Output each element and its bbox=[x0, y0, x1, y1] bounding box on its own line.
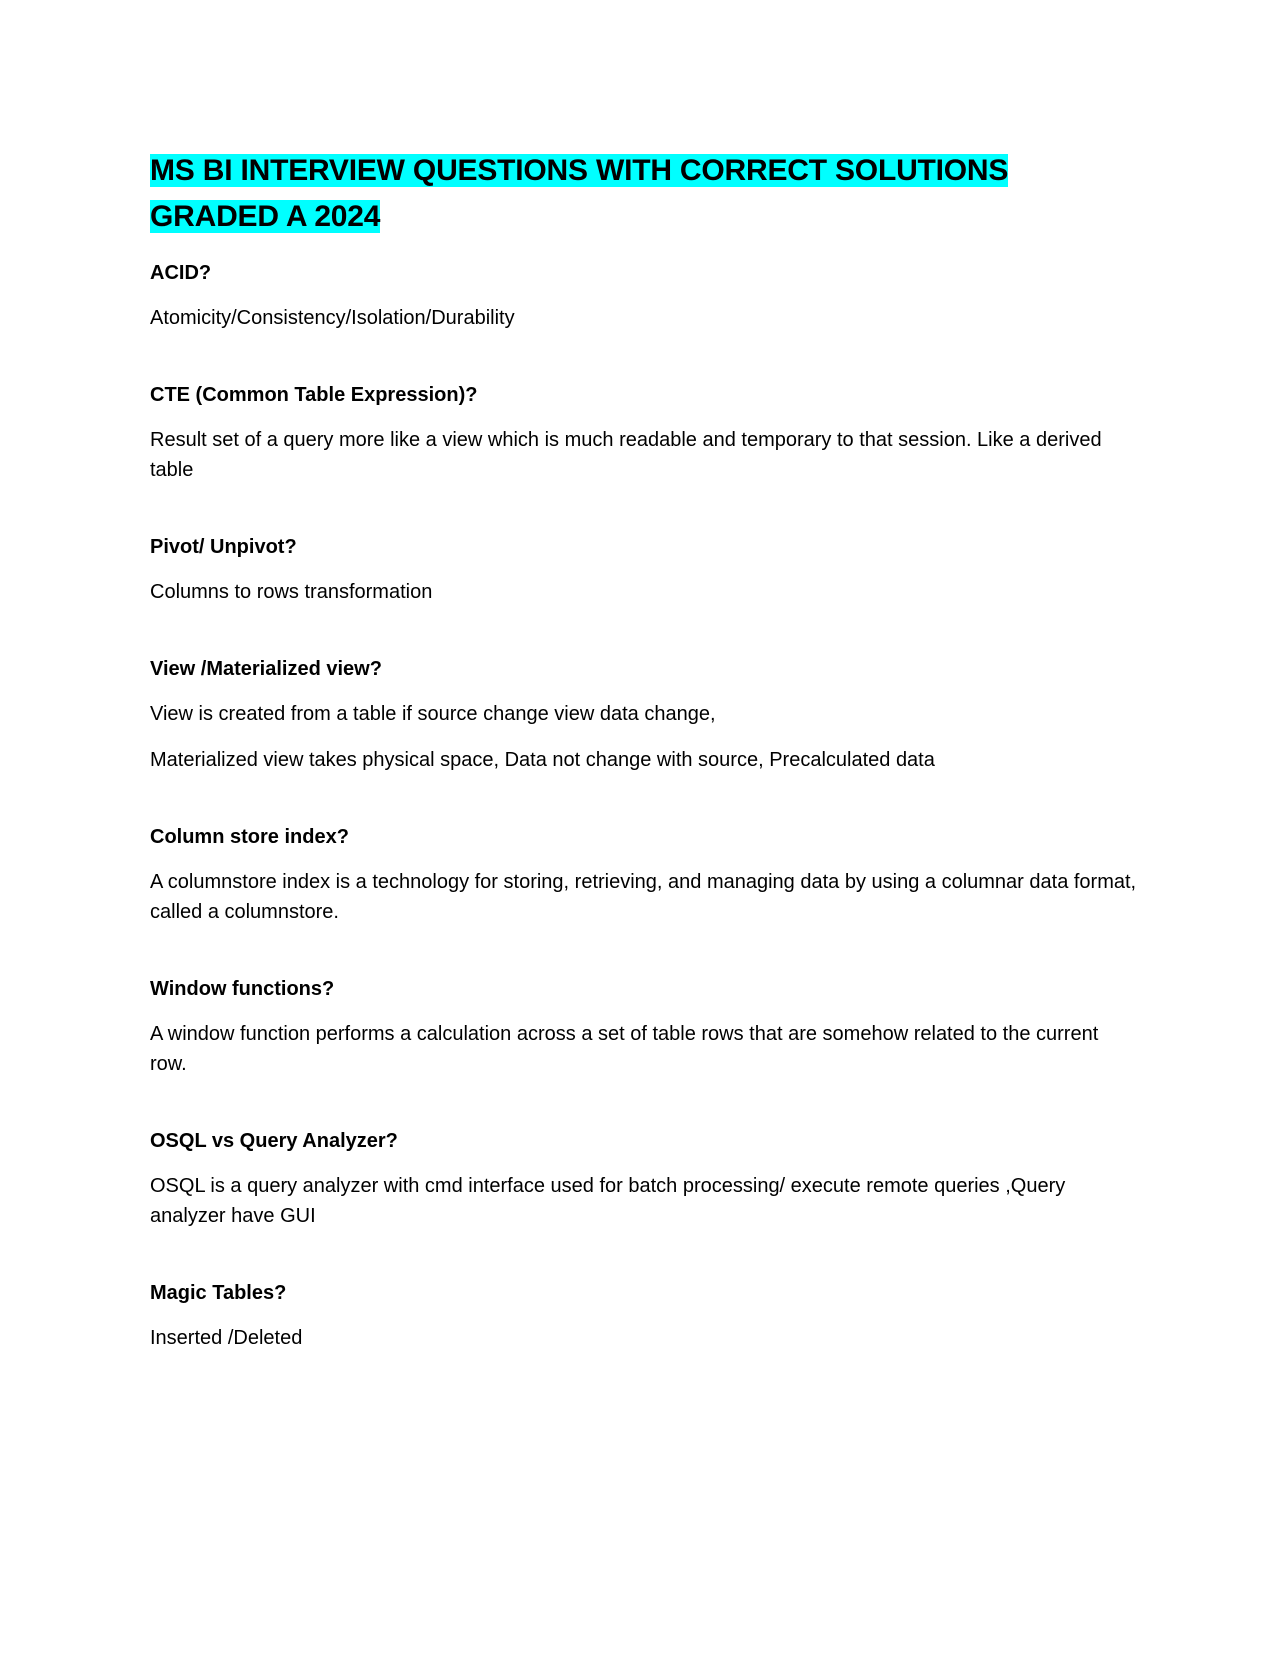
question-heading: View /Materialized view? bbox=[150, 658, 382, 680]
question-heading: CTE (Common Table Expression)? bbox=[150, 384, 478, 406]
answer-text: Inserted /Deleted bbox=[150, 1327, 303, 1349]
qa-item-view bbox=[150, 654, 1140, 775]
answer-text: Result set of a query more like a view which is much readable and temporary to that session. Like a derived table bbox=[150, 429, 1102, 481]
answer-text: Columns to rows transformation bbox=[150, 581, 433, 603]
question-heading: Window functions? bbox=[150, 978, 335, 1000]
question-heading: Magic Tables? bbox=[150, 1282, 287, 1304]
document-title-text: MS BI INTERVIEW QUESTIONS WITH CORRECT SOLUTIONS GRADED A 2024 bbox=[150, 154, 1009, 233]
document-title bbox=[150, 148, 1140, 240]
qa-item-window-functions bbox=[150, 974, 1140, 1079]
qa-item-column-store-index bbox=[150, 822, 1140, 927]
qa-item-pivot bbox=[150, 532, 1140, 607]
answer-text: A window function performs a calculation across a set of table rows that are somehow related to the current row. bbox=[150, 1023, 1099, 1075]
question-heading: OSQL vs Query Analyzer? bbox=[150, 1130, 398, 1152]
answer-text: OSQL is a query analyzer with cmd interface used for batch processing/ execute remote queries ,Query analyzer have GUI bbox=[150, 1175, 1066, 1227]
question-heading: ACID? bbox=[150, 262, 212, 284]
question-heading: Pivot/ Unpivot? bbox=[150, 536, 297, 558]
qa-item-magic-tables bbox=[150, 1278, 1140, 1353]
qa-item-osql bbox=[150, 1126, 1140, 1231]
answer-text: A columnstore index is a technology for storing, retrieving, and managing data by using a columnar data format, called a columnstore. bbox=[150, 871, 1137, 923]
question-heading: Column store index? bbox=[150, 826, 349, 848]
answer-text: View is created from a table if source change view data change, bbox=[150, 703, 716, 725]
answer-text: Atomicity/Consistency/Isolation/Durability bbox=[150, 307, 515, 329]
document-content bbox=[150, 148, 1140, 1400]
answer-text: Materialized view takes physical space, Data not change with source, Precalculated data bbox=[150, 749, 935, 771]
qa-item-acid bbox=[150, 258, 1140, 333]
qa-item-cte bbox=[150, 380, 1140, 485]
